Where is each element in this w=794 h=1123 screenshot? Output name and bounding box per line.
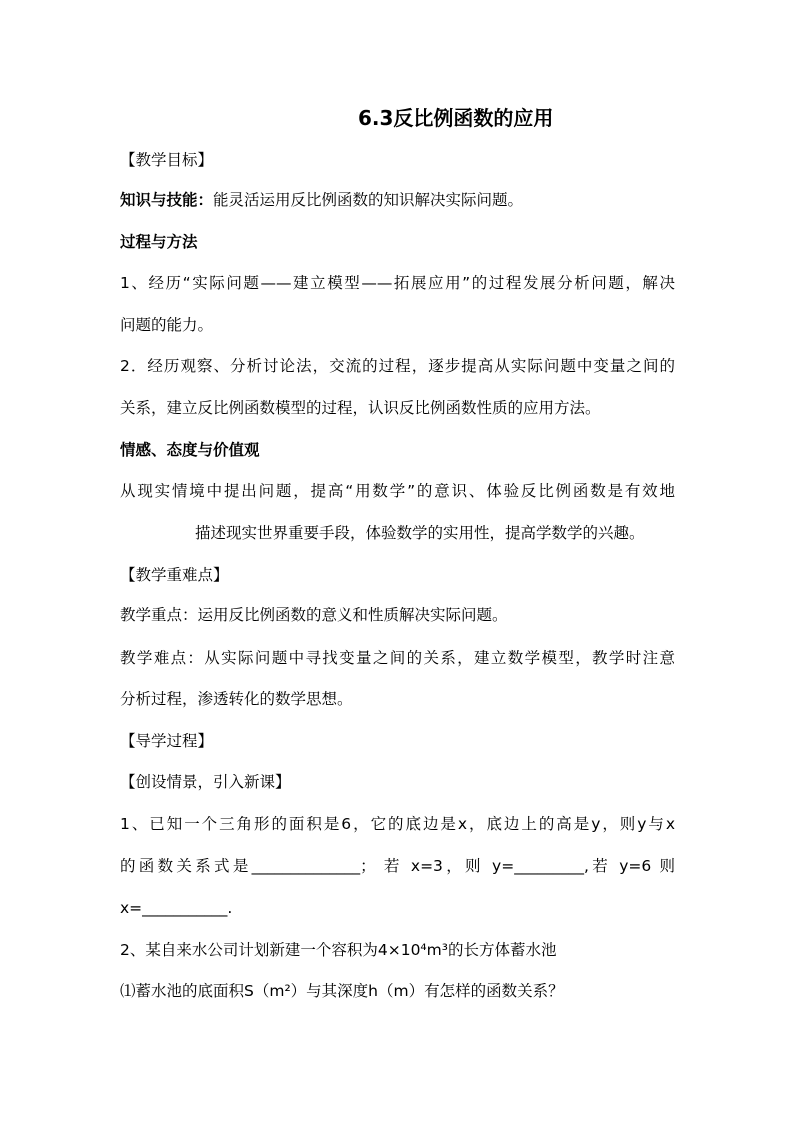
process-method-heading: 过程与方法 — [120, 233, 198, 251]
emotion-line-1: 从现实情境中提出问题，提高“用数学”的意识、体验反比例函数是有效地 — [120, 482, 675, 500]
knowledge-label: 知识与技能： — [120, 191, 214, 209]
teaching-difficulty-line-2: 分析过程，渗透转化的数学思想。 — [120, 690, 353, 708]
section-heading-keypoints: 【教学重难点】 — [120, 566, 229, 584]
section-heading-process: 【导学过程】 — [120, 732, 214, 750]
question-1-line-3: x=___________. — [120, 899, 233, 917]
process-item-1-line-2: 问题的能力。 — [120, 316, 214, 334]
section-heading-intro: 【创设情景，引入新课】 — [120, 773, 291, 791]
teaching-difficulty-line-1: 教学难点：从实际问题中寻找变量之间的关系，建立数学模型，教学时注意 — [120, 649, 675, 667]
knowledge-text: 能灵活运用反比例函数的知识解决实际问题。 — [213, 191, 524, 209]
knowledge-skills-line — [120, 190, 523, 210]
question-2-sub-1: ⑴蓄水池的底面积S（m²）与其深度h（m）有怎样的函数关系？ — [120, 982, 564, 1000]
question-1-line-1: 1、已知一个三角形的面积是6，它的底边是x，底边上的高是y，则y与x — [120, 815, 675, 833]
question-1-line-2: 的函数关系式是______________； 若 x=3，则 y=_________,若 y=6 则 — [120, 857, 675, 875]
process-item-2-line-2: 关系，建立反比例函数模型的过程，认识反比例函数性质的应用方法。 — [120, 399, 601, 417]
section-heading-objectives: 【教学目标】 — [120, 151, 214, 169]
emotion-attitude-heading: 情感、态度与价值观 — [120, 441, 260, 459]
page-title: 6.3反比例函数的应用 — [358, 106, 554, 130]
question-2-line-1: 2、某自来水公司计划新建一个容积为4×10⁴m³的长方体蓄水池 — [120, 941, 557, 959]
teaching-key-point: 教学重点：运用反比例函数的意义和性质解决实际问题。 — [120, 606, 508, 624]
process-item-1-line-1: 1、经历“实际问题——建立模型——拓展应用”的过程发展分析问题，解决 — [120, 274, 675, 292]
process-item-2-line-1: 2．经历观察、分析讨论法，交流的过程，逐步提高从实际问题中变量之间的 — [120, 357, 675, 375]
emotion-line-2: 描述现实世界重要手段，体验数学的实用性，提高学数学的兴趣。 — [195, 524, 645, 542]
